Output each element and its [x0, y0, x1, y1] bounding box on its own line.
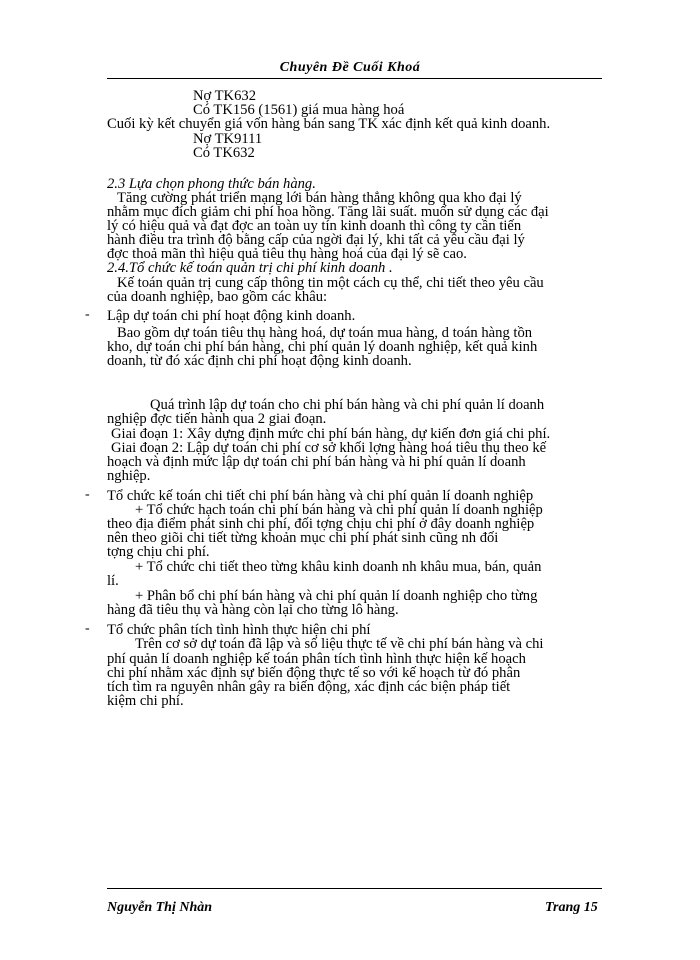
text-line: Có TK156 (1561) giá mua hàng hoá	[193, 102, 405, 118]
text-line: phí quản lí doanh nghiệp kế toán phân tích tình hình thực hiện kế hoạch	[107, 651, 526, 667]
text-line: đợc thoả mãn thì hiệu quả tiêu thụ hàng hoá của đại lý sẽ cao.	[107, 246, 467, 262]
text-line: tợng chịu chi phí.	[107, 544, 210, 560]
text-line: tích tìm ra nguyên nhân gây ra biến động, xác định các biện pháp tiết	[107, 679, 511, 695]
text-line: theo địa điểm phát sinh chi phí, đối tợng chịu chi phí ở đây doanh nghiệp	[107, 516, 535, 532]
header-rule	[107, 78, 602, 79]
text-line: lý có hiệu quả và đạt đợc an toàn uy tín kinh doanh thì công ty cần tiến	[107, 218, 522, 234]
bullet-heading: Tổ chức phân tích tình hình thực hiện chi phí	[107, 622, 371, 638]
text-line: Tăng cường phát triển mạng lới bán hàng thẳng không qua kho đại lý	[117, 190, 522, 206]
text-line: nghiệp đợc tiến hành qua 2 giai đoạn.	[107, 411, 327, 427]
text-line: Kế toán quản trị cung cấp thông tin một cách cụ thể, chi tiết theo yêu cầu	[117, 275, 544, 291]
text-line: Bao gồm dự toán tiêu thụ hàng hoá, dự toán mua hàng, d toán hàng tồn	[117, 325, 533, 341]
text-line: kho, dự toán chi phí bán hàng, chi phí quản lý doanh nghiệp, kết quả kinh	[107, 339, 538, 355]
bullet-dash: -	[85, 621, 90, 636]
text-line: của doanh nghiệp, bao gồm các khâu:	[107, 289, 328, 305]
text-line: Có TK632	[193, 145, 255, 161]
text-line: nghiệp.	[107, 468, 151, 484]
text-line: nhằm mục đích giảm chi phí hoa hồng. Tăng lãi suất. muốn sử dụng các đại	[107, 204, 549, 220]
bullet-dash: -	[85, 307, 90, 322]
text-line: Nợ TK9111	[193, 131, 263, 147]
text-line: lí.	[107, 573, 119, 589]
text-line: hoạch và định mức lập dự toán chi phí bán hàng và hi phí quản lí doanh	[107, 454, 526, 470]
page-header-title: Chuyên Đề Cuối Khoá	[279, 60, 421, 75]
bullet-heading: Tổ chức kế toán chi tiết chi phí bán hàng và chi phí quản lí doanh nghiệp	[107, 488, 534, 504]
text-line: Cuối kỳ kết chuyển giá vốn hàng bán sang TK xác định kết quả kinh doanh.	[107, 116, 551, 132]
section-heading-2-4: 2.4.Tổ chức kế toán quản trị chi phí kinh doanh .	[107, 260, 393, 276]
text-line: doanh, từ đó xác định chi phí hoạt động kinh doanh.	[107, 353, 412, 369]
text-line: Trên cơ sở dự toán đã lập và số liệu thực tế về chi phí bán hàng và chi	[135, 636, 544, 652]
text-line: hàng đã tiêu thụ và hàng còn lại cho từng lô hàng.	[107, 602, 399, 618]
text-line: Nợ TK632	[193, 88, 256, 104]
bullet-heading: Lập dự toán chi phí hoạt động kinh doanh.	[107, 308, 356, 324]
text-line: chi phí nhằm xác định sự biến động thực tế so với kế hoạch từ đó phân	[107, 665, 521, 681]
footer-author: Nguyễn Thị Nhàn	[107, 900, 213, 915]
footer-page-number: Trang 15	[545, 900, 598, 915]
text-line: nên theo giõi chi tiết từng khoản mục chi phí phát sinh cũng nh đối	[107, 530, 499, 546]
text-line: hành điều tra trình độ bằng cấp của ngời đại lý, khi tất cả yêu cầu đại lý	[107, 232, 525, 248]
text-line: Giai đoạn 1: Xây dựng định mức chi phí bán hàng, dự kiến đơn giá chi phí.	[111, 426, 551, 442]
text-line: Giai đoạn 2: Lập dự toán chi phí cơ sở khối lợng hàng hoá tiêu thụ theo kế	[111, 440, 547, 456]
text-line: + Tổ chức chi tiết theo từng khâu kinh doanh nh khâu mua, bán, quản	[135, 559, 542, 575]
bullet-dash: -	[85, 487, 90, 502]
text-line: kiệm chi phí.	[107, 693, 184, 709]
text-line: Quá trình lập dự toán cho chi phí bán hàng và chi phí quản lí doanh	[150, 397, 545, 413]
text-line: + Phân bổ chi phí bán hàng và chi phí quản lí doanh nghiệp cho từng	[135, 588, 538, 604]
text-line: + Tổ chức hạch toán chi phí bán hàng và chi phí quản lí doanh nghiệp	[135, 502, 543, 518]
section-heading-2-3: 2.3 Lựa chọn phong thức bán hàng.	[107, 176, 316, 192]
footer-rule	[107, 888, 602, 889]
